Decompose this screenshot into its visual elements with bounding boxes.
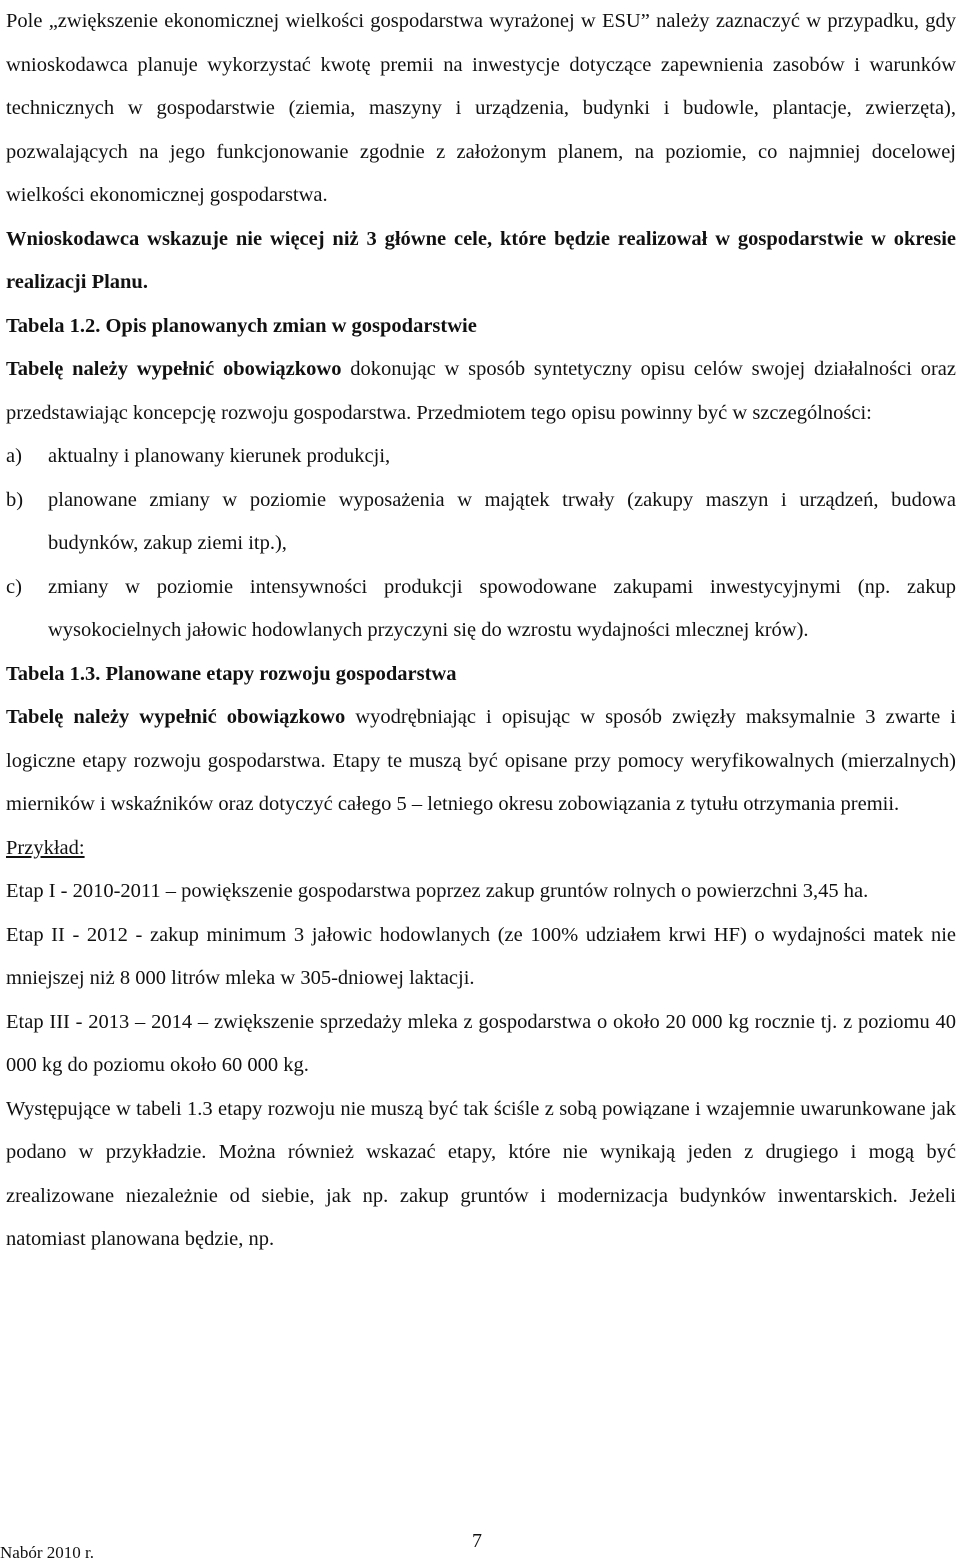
paragraph-text: dokonując w sposób syntetyczny opisu celów swojej działalności oraz przedstawiając koncepcję rozwoju gospodarstwa. Przedmiotem tego opisu powinny być w szczególności: — [6, 358, 956, 424]
list-marker: b) — [6, 488, 24, 511]
list-item-text: planowane zmiany w poziomie wyposażenia w majątek trwały (zakupy maszyn i urządzeń, budowa budynków, zakup ziemi itp.), — [48, 488, 956, 554]
mandatory-note: Tabelę należy wypełnić obowiązkowo — [6, 706, 346, 728]
example-label-line — [6, 827, 956, 871]
paragraph-esu-field: Pole „zwiększenie ekonomicznej wielkości gospodarstwa wyrażonej w ESU” należy zaznaczyć w przypadku, gdy wnioskodawca planuje wykorzystać kwotę premii na inwestycje dotyczące zapewnienia zasobów i warunków technicznych w gospodarstwie (ziemia, maszyny i urządzenia, budynki i budowle, plantacje, zwierzęta), pozwalających na jego funkcjonowanie zgodnie z założonym planem, na poziomie, co najmniej docelowej wielkości ekonomicznej gospodarstwa. — [6, 10, 956, 206]
list-marker: a) — [6, 445, 22, 467]
list-item-text: zmiany w poziomie intensywności produkcji spowodowane zakupami inwestycyjnymi (np. zakup wysokocielnych jałowic hodowlanych przyczyni się do wzrostu wydajności mlecznej krów). — [48, 575, 956, 641]
page-number: 7 — [472, 1530, 482, 1552]
example-stage-3: Etap III - 2013 – 2014 – zwiększenie sprzedaży mleka z gospodarstwa o około 20 000 kg rocznie tj. z poziomu 40 000 kg do poziomu około 60 000 kg. — [6, 1010, 956, 1076]
example-stage-2: Etap II - 2012 - zakup minimum 3 jałowic hodowlanych (ze 100% udziałem krwi HF) o wydajności matek nie mniejszej niż 8 000 litrów mleka w 305-dniowej laktacji. — [6, 923, 956, 989]
list-item-b — [6, 479, 956, 566]
mandatory-note: Tabelę należy wypełnić obowiązkowo — [6, 358, 342, 380]
document-page — [6, 0, 956, 1262]
list-marker: c) — [6, 575, 22, 598]
heading-table-1-2: Tabela 1.2. Opis planowanych zmian w gospodarstwie — [6, 314, 477, 337]
heading-table-1-3: Tabela 1.3. Planowane etapy rozwoju gospodarstwa — [6, 662, 457, 685]
paragraph-table-1-3 — [6, 696, 956, 827]
example-label: Przykład: — [6, 836, 85, 859]
list-item-text: aktualny i planowany kierunek produkcji, — [48, 445, 391, 467]
paragraph-main-goals: Wnioskodawca wskazuje nie więcej niż 3 główne cele, które będzie realizował w gospodarstwie w okresie realizacji Planu. — [6, 227, 956, 293]
example-stage-1: Etap I - 2010-2011 – powiększenie gospodarstwa poprzez zakup gruntów rolnych o powierzchni 3,45 ha. — [6, 880, 869, 902]
paragraph-table-1-2 — [6, 348, 956, 435]
paragraph-closing: Występujące w tabeli 1.3 etapy rozwoju nie muszą być tak ściśle z sobą powiązane i wzajemnie uwarunkowane jak podano w przykładzie. Można również wskazać etapy, które nie wynikają jeden z drugiego i mogą być zrealizowane niezależnie od siebie, jak np. zakup gruntów i modernizacja budynków inwentarskich. Jeżeli natomiast planowana będzie, np. — [6, 1097, 956, 1250]
list-item-a — [6, 435, 956, 479]
paragraph-text: wyodrębniając i opisując w sposób zwięzły maksymalnie 3 zwarte i logiczne etapy rozwoju gospodarstwa. Etapy te muszą być opisane przy pomocy weryfikowalnych (mierzalnych) mierników i wskaźników oraz dotyczyć całego 5 – letniego okresu zobowiązania z tytułu otrzymania premii. — [6, 706, 956, 815]
list-item-c — [6, 566, 956, 653]
footer-recruitment-label: Nabór 2010 r. — [0, 1543, 94, 1562]
